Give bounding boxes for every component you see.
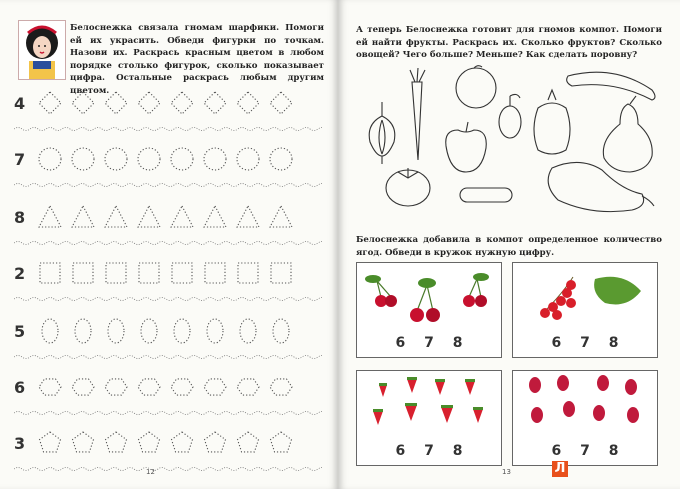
pentagon-outline (172, 432, 193, 452)
pentagon-outline (139, 432, 160, 452)
circle-outline (138, 148, 160, 170)
diamond-outline (105, 92, 127, 114)
pear-icon (603, 96, 652, 172)
oval-outline (108, 319, 124, 343)
diamond-outline (72, 92, 94, 114)
strawberries-icon (357, 371, 501, 435)
dotted-pentagon-shapes[interactable] (36, 426, 316, 460)
triangle-outline (72, 206, 94, 227)
row-number: 3 (14, 434, 26, 453)
scarf-wave-divider (14, 410, 322, 416)
scarf-wave-divider (14, 296, 322, 302)
diamond-outline (171, 92, 193, 114)
strawberry-digit-choices[interactable]: 6 7 8 (395, 443, 463, 459)
oval-outline (42, 319, 58, 343)
triangle-outline (204, 206, 226, 227)
dotted-diamond-shapes[interactable] (36, 86, 316, 120)
circle-outline (72, 148, 94, 170)
carrot-icon (410, 68, 425, 160)
cucumber-icon (460, 188, 512, 202)
pentagon-outline (271, 432, 292, 452)
plum-icon (499, 94, 521, 138)
strawberry-box (356, 370, 502, 466)
snow-white-portrait (18, 20, 66, 80)
square-outline (106, 263, 126, 283)
left-page-number: 12 (146, 468, 155, 476)
right-instruction-1: А теперь Белоснежка готовит для гномов компот. Помоги ей найти фрукты. Раскрась их. Сколько фруктов? Сколько овощей? Чего больше? Меньше? Как сделать поровну? (356, 25, 662, 60)
oval-outline (207, 319, 223, 343)
shape-row-diamond (0, 86, 338, 144)
hexagon-outline (72, 379, 94, 395)
row-number: 2 (14, 264, 26, 283)
square-outline (40, 263, 60, 283)
cherries-icon (357, 263, 501, 327)
garlic-icon (369, 102, 395, 164)
triangle-outline (138, 206, 160, 227)
pentagon-outline (238, 432, 259, 452)
scarf-wave-divider (14, 126, 322, 132)
right-page (338, 0, 680, 489)
diamond-outline (270, 92, 292, 114)
red-currant-icon (513, 263, 657, 327)
row-number: 7 (14, 150, 26, 169)
row-number: 4 (14, 94, 26, 113)
diamond-outline (237, 92, 259, 114)
hexagon-outline (270, 379, 292, 395)
shape-row-oval (0, 314, 338, 372)
hexagon-outline (237, 379, 259, 395)
shape-row-circle (0, 142, 338, 200)
row-number: 5 (14, 322, 26, 341)
hexagon-outline (138, 379, 160, 395)
shape-row-pentagon (0, 426, 338, 484)
circle-outline (105, 148, 127, 170)
apple-icon (446, 122, 487, 172)
square-outline (172, 263, 192, 283)
raspberries-icon (513, 371, 657, 435)
dotted-hexagon-shapes[interactable] (36, 370, 316, 404)
raspberry-digit-choices[interactable]: 6 7 8 (551, 443, 619, 459)
row-number: 6 (14, 378, 26, 397)
square-outline (205, 263, 225, 283)
hexagon-outline (171, 379, 193, 395)
right-instruction-2: Белоснежка добавила в компот определенное количество ягод. Обведи в кружок нужную цифру. (356, 235, 662, 258)
hexagon-outline (204, 379, 226, 395)
diamond-outline (138, 92, 160, 114)
oval-outline (75, 319, 91, 343)
triangle-outline (105, 206, 127, 227)
currant-box (512, 262, 658, 358)
scarf-wave-divider (14, 466, 322, 472)
raspberry-box (512, 370, 658, 466)
publisher-logo: Л (552, 461, 568, 477)
banana-icon (567, 72, 655, 100)
dotted-circle-shapes[interactable] (36, 142, 316, 176)
dotted-oval-shapes[interactable] (36, 314, 316, 348)
pentagon-outline (106, 432, 127, 452)
left-instruction: Белоснежка связала гномам шарфики. Помоги ей их украсить. Обведи фигурки по точкам. Назови их. Раскрась красным цветом в любом порядке столько фигурок, сколько показывает цифра. Остальные раскрась любым другим цветом. (70, 23, 324, 96)
cherry-digit-choices[interactable]: 6 7 8 (395, 335, 463, 351)
square-outline (238, 263, 258, 283)
square-outline (271, 263, 291, 283)
triangle-outline (39, 206, 61, 227)
pentagon-outline (40, 432, 61, 452)
orange-icon (456, 66, 496, 108)
right-page-number: 13 (502, 468, 511, 476)
triangle-outline (171, 206, 193, 227)
circle-outline (204, 148, 226, 170)
square-outline (139, 263, 159, 283)
shape-row-hexagon (0, 370, 338, 428)
oval-outline (174, 319, 190, 343)
triangle-outline (270, 206, 292, 227)
oval-outline (240, 319, 256, 343)
scarf-wave-divider (14, 182, 322, 188)
dotted-square-shapes[interactable] (36, 256, 316, 290)
bell-pepper-icon (534, 90, 570, 154)
hexagon-outline (105, 379, 127, 395)
diamond-outline (39, 92, 61, 114)
currant-digit-choices[interactable]: 6 7 8 (551, 335, 619, 351)
shape-row-square (0, 256, 338, 314)
circle-outline (39, 148, 61, 170)
circle-outline (237, 148, 259, 170)
circle-outline (171, 148, 193, 170)
pentagon-outline (73, 432, 94, 452)
scarf-wave-divider (14, 354, 322, 360)
shape-row-triangle (0, 200, 338, 258)
square-outline (73, 263, 93, 283)
hexagon-outline (39, 379, 61, 395)
oval-outline (273, 319, 289, 343)
fruit-vegetable-outlines (352, 60, 672, 220)
circle-outline (270, 148, 292, 170)
cherry-box (356, 262, 502, 358)
row-number: 8 (14, 208, 26, 227)
scarf-wave-divider (14, 240, 322, 246)
dotted-triangle-shapes[interactable] (36, 200, 316, 234)
oval-outline (141, 319, 157, 343)
diamond-outline (204, 92, 226, 114)
left-page (0, 0, 338, 489)
tomato-icon (386, 168, 430, 206)
triangle-outline (237, 206, 259, 227)
pentagon-outline (205, 432, 226, 452)
